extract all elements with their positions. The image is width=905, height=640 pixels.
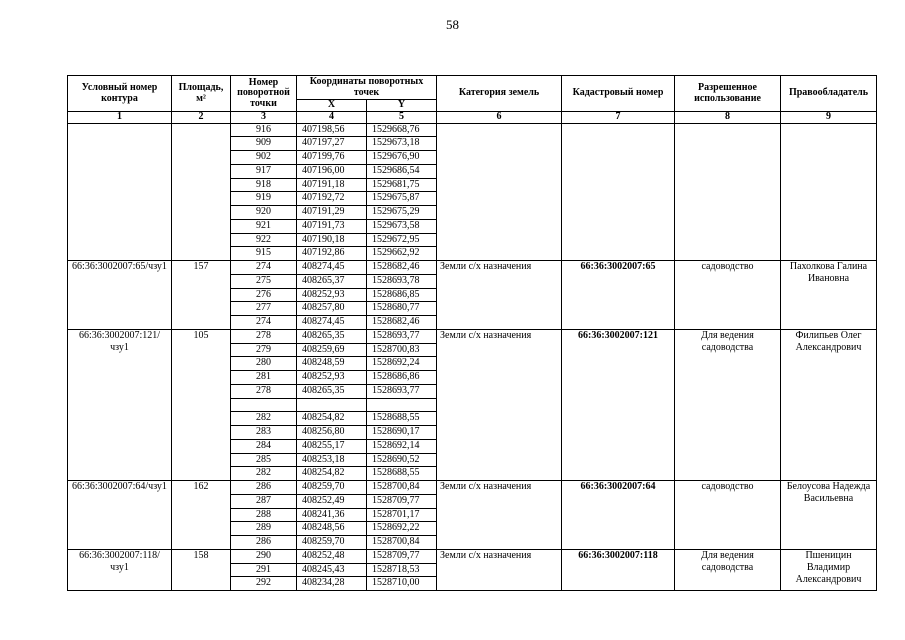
coordinate-y-cell: 1528701,17 [367, 508, 437, 522]
coordinate-y-cell: 1528710,00 [367, 577, 437, 591]
land-plots-table [67, 75, 877, 591]
coordinate-y-cell: 1528686,86 [367, 371, 437, 385]
point-number-cell: 275 [231, 274, 297, 288]
coordinate-x-cell: 407191,73 [297, 219, 367, 233]
header-point-number: Номер поворотной точки [231, 76, 297, 112]
point-number-cell: 919 [231, 192, 297, 206]
point-number-cell: 280 [231, 357, 297, 371]
coordinate-y-cell: 1528682,46 [367, 261, 437, 275]
permitted-use-cell: садоводство [675, 261, 781, 330]
coordinate-y-cell: 1528692,24 [367, 357, 437, 371]
point-number-cell: 277 [231, 302, 297, 316]
coordinate-y-cell: 1528688,55 [367, 412, 437, 426]
point-number-cell: 915 [231, 247, 297, 261]
header-land-category: Категория земель [437, 76, 562, 112]
point-number-cell: 902 [231, 151, 297, 165]
point-number-cell: 286 [231, 536, 297, 550]
point-number-cell: 278 [231, 384, 297, 398]
coordinate-x-cell: 408274,45 [297, 261, 367, 275]
permitted-use-cell: садоводство [675, 481, 781, 550]
header-y: Y [367, 100, 437, 112]
point-number-cell: 276 [231, 288, 297, 302]
owner-cell: Пахолкова Галина Ивановна [781, 261, 877, 330]
area-cell: 162 [172, 481, 231, 550]
point-number-cell: 278 [231, 329, 297, 343]
point-number-cell: 292 [231, 577, 297, 591]
coordinate-y-cell: 1529676,90 [367, 151, 437, 165]
header-cadastral-number: Кадастровый номер [562, 76, 675, 112]
coordinate-y-cell: 1529662,92 [367, 247, 437, 261]
permitted-use-cell: Для ведения садоводства [675, 549, 781, 590]
coordinate-x-cell: 408252,49 [297, 494, 367, 508]
coordinate-x-cell: 408254,82 [297, 412, 367, 426]
coordinate-x-cell: 407196,00 [297, 164, 367, 178]
point-number-cell: 274 [231, 261, 297, 275]
coordinate-x-cell: 407192,86 [297, 247, 367, 261]
point-number-cell: 921 [231, 219, 297, 233]
coordinate-x-cell: 408245,43 [297, 563, 367, 577]
owner-cell: Белоусова Надежда Васильевна [781, 481, 877, 550]
coordinate-y-cell: 1528693,77 [367, 329, 437, 343]
coordinate-y-cell: 1528700,84 [367, 536, 437, 550]
contour-number-cell: 66:36:3002007:118/чзу1 [68, 549, 172, 590]
coordinate-y-cell: 1528700,83 [367, 343, 437, 357]
coordinate-y-cell: 1528693,77 [367, 384, 437, 398]
coordinate-x-cell: 408253,18 [297, 453, 367, 467]
coordinate-x-cell [297, 398, 367, 412]
table-row [68, 549, 877, 563]
point-number-cell: 920 [231, 206, 297, 220]
page-number: 58 [446, 17, 459, 32]
coordinate-x-cell: 408254,82 [297, 467, 367, 481]
coordinate-x-cell: 408259,69 [297, 343, 367, 357]
coordinate-x-cell: 407197,27 [297, 137, 367, 151]
point-number-cell: 279 [231, 343, 297, 357]
point-number-cell [231, 398, 297, 412]
coordinate-x-cell: 407192,72 [297, 192, 367, 206]
coordinate-x-cell: 408252,93 [297, 288, 367, 302]
point-number-cell: 284 [231, 439, 297, 453]
table-row [68, 329, 877, 343]
point-number-cell: 285 [231, 453, 297, 467]
coordinate-x-cell: 407199,76 [297, 151, 367, 165]
coordinate-x-cell: 408256,80 [297, 426, 367, 440]
contour-number-cell: 66:36:3002007:64/чзу1 [68, 481, 172, 550]
header-coordinates: Координаты поворотных точек [297, 76, 437, 100]
coordinate-x-cell: 408252,93 [297, 371, 367, 385]
coordinate-x-cell: 408257,80 [297, 302, 367, 316]
coordinate-y-cell [367, 398, 437, 412]
coordinate-x-cell: 407190,18 [297, 233, 367, 247]
column-number: 2 [172, 112, 231, 124]
cadastral-number-cell: 66:36:3002007:64 [562, 481, 675, 550]
column-number: 9 [781, 112, 877, 124]
land-category-cell: Земли с/х назначения [437, 481, 562, 550]
coordinate-y-cell: 1529681,75 [367, 178, 437, 192]
coordinate-y-cell: 1528682,46 [367, 316, 437, 330]
column-number: 5 [367, 112, 437, 124]
coordinate-x-cell: 408265,35 [297, 384, 367, 398]
point-number-cell: 282 [231, 467, 297, 481]
area-cell: 157 [172, 261, 231, 330]
owner-cell [781, 123, 877, 261]
land-category-cell: Земли с/х назначения [437, 261, 562, 330]
header-area: Площадь, м² [172, 76, 231, 112]
coordinate-y-cell: 1528718,53 [367, 563, 437, 577]
coordinate-x-cell: 408265,35 [297, 329, 367, 343]
point-number-cell: 290 [231, 549, 297, 563]
coordinate-x-cell: 408265,37 [297, 274, 367, 288]
coordinate-x-cell: 408234,28 [297, 577, 367, 591]
point-number-cell: 288 [231, 508, 297, 522]
coordinate-y-cell: 1529668,76 [367, 123, 437, 137]
land-category-cell [437, 123, 562, 261]
column-number: 6 [437, 112, 562, 124]
column-number: 4 [297, 112, 367, 124]
point-number-cell: 286 [231, 481, 297, 495]
column-number-row [68, 112, 877, 124]
coordinate-x-cell: 408255,17 [297, 439, 367, 453]
table-header [68, 76, 877, 124]
coordinate-x-cell: 408259,70 [297, 481, 367, 495]
point-number-cell: 291 [231, 563, 297, 577]
permitted-use-cell [675, 123, 781, 261]
table-row [68, 261, 877, 275]
coordinate-y-cell: 1529673,18 [367, 137, 437, 151]
point-number-cell: 917 [231, 164, 297, 178]
coordinate-y-cell: 1528709,77 [367, 494, 437, 508]
cadastral-number-cell: 66:36:3002007:65 [562, 261, 675, 330]
point-number-cell: 916 [231, 123, 297, 137]
area-cell [172, 123, 231, 261]
coordinate-y-cell: 1528692,22 [367, 522, 437, 536]
coordinate-y-cell: 1528693,78 [367, 274, 437, 288]
point-number-cell: 287 [231, 494, 297, 508]
owner-cell: Филипьев Олег Александрович [781, 329, 877, 480]
table-body [68, 123, 877, 591]
contour-number-cell: 66:36:3002007:121/чзу1 [68, 329, 172, 480]
coordinate-y-cell: 1528690,52 [367, 453, 437, 467]
point-number-cell: 918 [231, 178, 297, 192]
contour-number-cell [68, 123, 172, 261]
contour-number-cell: 66:36:3002007:65/чзу1 [68, 261, 172, 330]
column-number: 3 [231, 112, 297, 124]
coordinate-y-cell: 1529675,87 [367, 192, 437, 206]
point-number-cell: 909 [231, 137, 297, 151]
coordinate-y-cell: 1529686,54 [367, 164, 437, 178]
coordinate-x-cell: 408248,59 [297, 357, 367, 371]
point-number-cell: 274 [231, 316, 297, 330]
point-number-cell: 283 [231, 426, 297, 440]
area-cell: 158 [172, 549, 231, 590]
coordinate-x-cell: 407198,56 [297, 123, 367, 137]
cadastral-number-cell [562, 123, 675, 261]
point-number-cell: 281 [231, 371, 297, 385]
cadastral-number-cell: 66:36:3002007:121 [562, 329, 675, 480]
header-owner: Правообладатель [781, 76, 877, 112]
header-x: X [297, 100, 367, 112]
coordinate-x-cell: 408252,48 [297, 549, 367, 563]
coordinate-y-cell: 1528700,84 [367, 481, 437, 495]
coordinate-y-cell: 1528680,77 [367, 302, 437, 316]
coordinate-y-cell: 1528709,77 [367, 549, 437, 563]
area-cell: 105 [172, 329, 231, 480]
column-number: 8 [675, 112, 781, 124]
coordinate-x-cell: 408241,36 [297, 508, 367, 522]
coordinate-y-cell: 1528686,85 [367, 288, 437, 302]
point-number-cell: 289 [231, 522, 297, 536]
owner-cell: Пшеницин Владимир Александрович [781, 549, 877, 590]
permitted-use-cell: Для ведения садоводства [675, 329, 781, 480]
point-number-cell: 922 [231, 233, 297, 247]
coordinate-x-cell: 408248,56 [297, 522, 367, 536]
cadastral-number-cell: 66:36:3002007:118 [562, 549, 675, 590]
point-number-cell: 282 [231, 412, 297, 426]
column-number: 1 [68, 112, 172, 124]
coordinate-y-cell: 1528688,55 [367, 467, 437, 481]
coordinate-x-cell: 408259,70 [297, 536, 367, 550]
header-contour: Условный номер контура [68, 76, 172, 112]
coordinate-x-cell: 407191,18 [297, 178, 367, 192]
table-row [68, 481, 877, 495]
header-permitted-use: Разрешенное использование [675, 76, 781, 112]
land-category-cell: Земли с/х назначения [437, 549, 562, 590]
coordinate-y-cell: 1529673,58 [367, 219, 437, 233]
coordinate-y-cell: 1529675,29 [367, 206, 437, 220]
coordinate-y-cell: 1528692,14 [367, 439, 437, 453]
table-row [68, 123, 877, 137]
coordinate-x-cell: 407191,29 [297, 206, 367, 220]
column-number: 7 [562, 112, 675, 124]
land-category-cell: Земли с/х назначения [437, 329, 562, 480]
coordinate-x-cell: 408274,45 [297, 316, 367, 330]
coordinate-y-cell: 1528690,17 [367, 426, 437, 440]
coordinate-y-cell: 1529672,95 [367, 233, 437, 247]
